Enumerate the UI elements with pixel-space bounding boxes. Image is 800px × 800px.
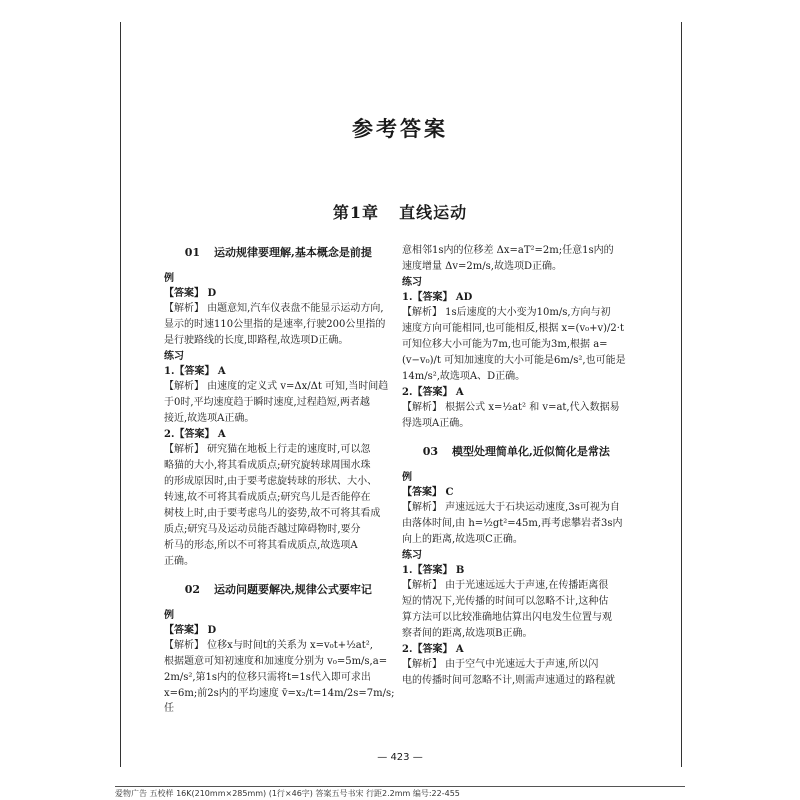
explanation-line: 【解析】 由于光速远远大于声速,在传播距离很: [402, 580, 609, 591]
explanation-line: 正确。: [164, 556, 194, 567]
example-label: 例: [164, 273, 174, 284]
chapter-name: 直线运动: [399, 203, 468, 222]
explanation-line: 【解析】 根据公式 x=½at² 和 v=at,代入数据易: [402, 402, 620, 413]
answer-line: 【答案】 C: [402, 487, 454, 498]
answer-line: 2.【答案】 A: [402, 644, 464, 655]
explanation-line: x=6m;前2s内的平均速度 v̄=x₂/t=14m/2s=7m/s;任: [164, 688, 395, 714]
page-number: — 423 —: [377, 752, 423, 763]
explanation-line: 可知位移大小可能为7m,也可能为3m,根据 a=: [402, 339, 608, 350]
explanation-line: 【解析】 由速度的定义式 v=Δx/Δt 可知,当时间趋: [164, 381, 389, 392]
answer-line: 1.【答案】 A: [164, 366, 226, 377]
answer-line: 2.【答案】 A: [164, 429, 226, 440]
explanation-line: 察者间的距离,故选项B正确。: [402, 628, 533, 639]
chapter-heading: [0, 200, 800, 223]
right-column: [402, 243, 638, 689]
explanation-line: 得选项A正确。: [402, 418, 470, 429]
chapter-label: 第1章: [332, 203, 380, 222]
explanation-line: 【解析】 1s后速度的大小变为10m/s,方向与初: [402, 307, 611, 318]
practice-label: 练习: [164, 351, 184, 362]
explanation-line: 速度方向可能相同,也可能相反,根据 x=(v₀+v)/2·t: [402, 323, 624, 334]
section-03-heading: 03 模型处理简单化,近似简化是常法: [422, 445, 610, 458]
explanation-line: 电的传播时间可忽略不计,则需声速通过的路程就: [402, 675, 616, 686]
explanation-line: 质点;研究马及运动员能否越过障碍物时,要分: [164, 524, 361, 535]
explanation-line: 接近,故选项A正确。: [164, 413, 255, 424]
answer-line: 【答案】 D: [164, 625, 217, 636]
page-title: 参考答案: [352, 116, 448, 141]
example-label: 例: [402, 472, 412, 483]
explanation-line: 的形成原因时,由于要考虑旋转球的形状、大小、: [164, 476, 378, 487]
explanation-line: 14m/s²,故选项A、D正确。: [402, 371, 526, 382]
explanation-line: 短的情况下,光传播的时间可以忽略不计,这种估: [402, 596, 609, 607]
explanation-line: 显示的时速110公里指的是速率,行驶200公里指的: [164, 319, 386, 330]
explanation-line: 略猫的大小,将其看成质点;研究旋转球周围水珠: [164, 460, 371, 471]
explanation-line: 【解析】 由题意知,汽车仪表盘不能显示运动方向,: [164, 303, 384, 314]
practice-label: 练习: [402, 550, 422, 561]
answer-line: 1.【答案】 AD: [402, 292, 473, 303]
explanation-line: 根据题意可知初速度和加速度分别为 v₀=5m/s,a=: [164, 656, 388, 667]
left-column: [164, 243, 400, 717]
explanation-line: 转速,故不可将其看成质点;研究鸟儿是否能停在: [164, 492, 371, 503]
footer-divider: [115, 786, 685, 787]
print-info: 爱物广告 五校样 16K(210mm×285mm) (1行×46字) 答案五号书宋 行距2.2mm 编号:22-455: [115, 789, 460, 798]
section-02-heading: 02 运动问题要解决,规律公式要牢记: [184, 583, 372, 596]
explanation-line: 树枝上时,由于要考虑鸟儿的姿势,故不可将其看成: [164, 508, 381, 519]
explanation-line: 由落体时间,由 h=½gt²=45m,再考虑攀岩者3s内: [402, 518, 623, 529]
example-label: 例: [164, 610, 174, 621]
explanation-line: 速度增量 Δv=2m/s,故选项D正确。: [402, 261, 562, 272]
explanation-line: 【解析】 由于空气中光速远大于声速,所以闪: [402, 659, 599, 670]
explanation-line: 2m/s²,第1s内的位移只需将t=1s代入即可求出: [164, 672, 371, 683]
explanation-line: (v−v₀)/t 可知加速度的大小可能是6m/s²,也可能是: [402, 355, 626, 366]
practice-label: 练习: [402, 277, 422, 288]
explanation-line: 【解析】 位移x与时间t的关系为 x=v₀t+½at²,: [164, 640, 373, 651]
explanation-line: 于0时,平均速度趋于瞬时速度,过程趋短,两者越: [164, 397, 370, 408]
answer-line: 【答案】 D: [164, 288, 217, 299]
section-01-heading: 01 运动规律要理解,基本概念是前提: [184, 246, 372, 259]
explanation-line: 【解析】 研究猫在地板上行走的速度时,可以忽: [164, 444, 371, 455]
answer-line: 1.【答案】 B: [402, 565, 465, 576]
explanation-line: 是行驶路线的长度,即路程,故选项D正确。: [164, 335, 349, 346]
explanation-line: 向上的距离,故选项C正确。: [402, 534, 523, 545]
explanation-line: 析马的形态,所以不可将其看成质点,故选项A: [164, 540, 358, 551]
answer-line: 2.【答案】 A: [402, 387, 464, 398]
explanation-line: 【解析】 声速远远大于石块运动速度,3s可视为自: [402, 502, 620, 513]
explanation-line: 算方法可以比较准确地估算出闪电发生位置与观: [402, 612, 612, 623]
explanation-line: 意相邻1s内的位移差 Δx=aT²=2m;任意1s内的: [402, 245, 614, 256]
